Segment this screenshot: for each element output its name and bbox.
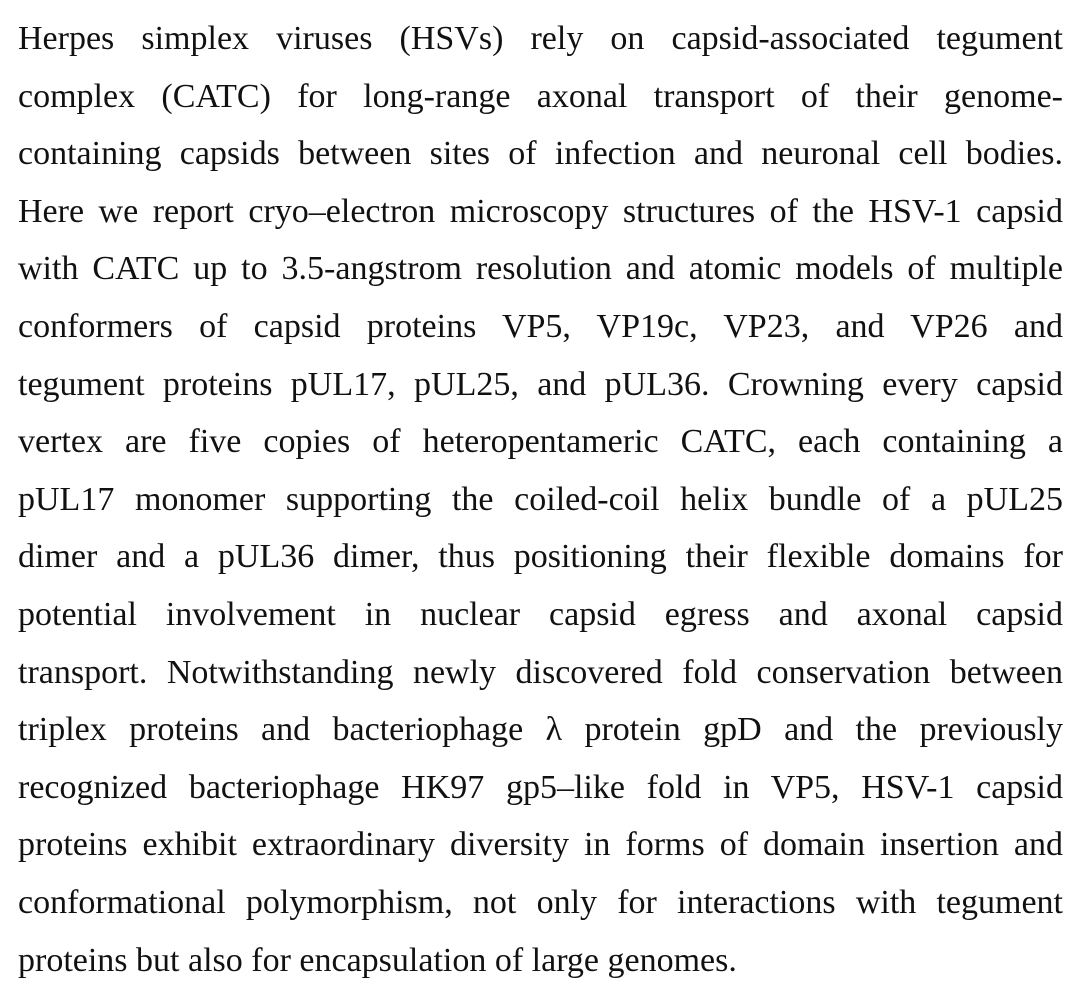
text-line: triplex proteins and bacteriophage λ protein gpD and the previously	[18, 711, 1063, 749]
text-line: Herpes simplex viruses (HSVs) rely on capsid-associated tegument	[18, 20, 1063, 57]
text-line: proteins exhibit extraordinary diversity in forms of domain insertion and	[18, 826, 1063, 864]
text-line: dimer and a pUL36 dimer, thus positioning their flexible domains for	[18, 538, 1063, 576]
text-line: pUL17 monomer supporting the coiled-coil helix bundle of a pUL25	[18, 480, 1063, 518]
text-line: potential involvement in nuclear capsid egress and axonal capsid	[18, 595, 1063, 633]
text-line: transport. Notwithstanding newly discovered fold conservation between	[18, 653, 1063, 691]
text-line: Here we report cryo–electron microscopy structures of the HSV-1 capsid	[18, 192, 1063, 230]
text-line: tegument proteins pUL17, pUL25, and pUL36. Crowning every capsid	[18, 365, 1063, 403]
text-line: complex (CATC) for long-range axonal transport of their genome-	[18, 77, 1063, 115]
text-line: with CATC up to 3.5-angstrom resolution and atomic models of multiple	[18, 250, 1063, 288]
text-line: conformers of capsid proteins VP5, VP19c, VP23, and VP26 and	[18, 307, 1063, 345]
text-line: vertex are five copies of heteropentameric CATC, each containing a	[18, 423, 1063, 461]
abstract-paragraph	[18, 10, 1063, 989]
text-line: recognized bacteriophage HK97 gp5–like fold in VP5, HSV-1 capsid	[18, 768, 1063, 806]
text-line-last: proteins but also for encapsulation of large genomes.	[18, 941, 737, 979]
text-line: conformational polymorphism, not only for interactions with tegument	[18, 883, 1063, 921]
text-line: containing capsids between sites of infection and neuronal cell bodies.	[18, 135, 1063, 173]
